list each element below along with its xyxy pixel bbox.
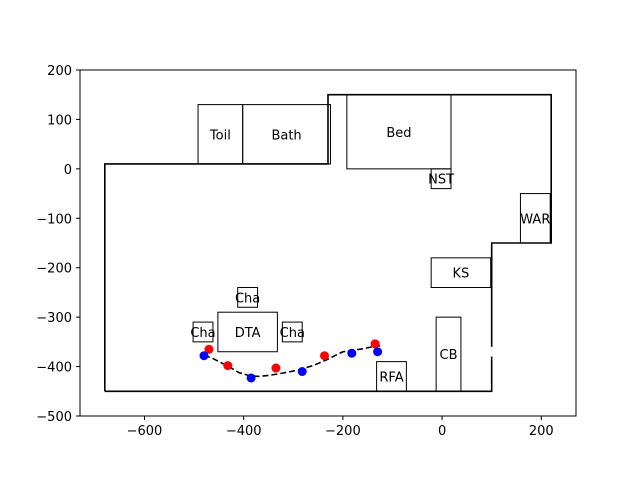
y-tick-label: −100	[36, 212, 72, 228]
y-tick-label: −500	[36, 410, 72, 425]
red-point	[223, 361, 232, 370]
room-label: Cha	[190, 325, 216, 341]
room-label: Toil	[209, 128, 231, 144]
red-point	[320, 351, 329, 360]
room-label: NST	[428, 172, 455, 188]
y-axis-ticks	[36, 64, 80, 425]
x-tick-label: 0	[437, 424, 447, 439]
x-tick-label: 200	[528, 424, 554, 439]
x-axis-ticks	[127, 416, 554, 439]
room-label: DTA	[234, 325, 261, 341]
blue-point	[298, 367, 307, 376]
y-tick-label: −200	[36, 261, 72, 277]
room-label: Cha	[234, 291, 261, 307]
x-tick-label: −400	[225, 424, 262, 439]
y-tick-label: 200	[47, 64, 72, 79]
y-tick-label: 100	[47, 113, 72, 129]
room-label: CB	[439, 348, 458, 364]
blue-point	[347, 349, 356, 358]
x-tick-label: −200	[325, 424, 361, 439]
room-label: Cha	[279, 325, 305, 341]
red-point	[271, 364, 280, 373]
y-tick-label: 0	[63, 162, 72, 178]
blue-point	[200, 351, 209, 360]
red-point	[371, 339, 380, 348]
x-tick-label: −600	[126, 424, 163, 439]
room-label: Bath	[271, 128, 302, 144]
room-label: RFA	[379, 370, 404, 386]
blue-point	[247, 373, 256, 382]
blue-point	[373, 347, 382, 356]
y-tick-label: −400	[36, 360, 72, 376]
room-label: WAR	[520, 212, 551, 228]
room-label: Bed	[386, 125, 412, 141]
room-label: KS	[452, 266, 470, 282]
y-tick-label: −300	[36, 311, 72, 327]
